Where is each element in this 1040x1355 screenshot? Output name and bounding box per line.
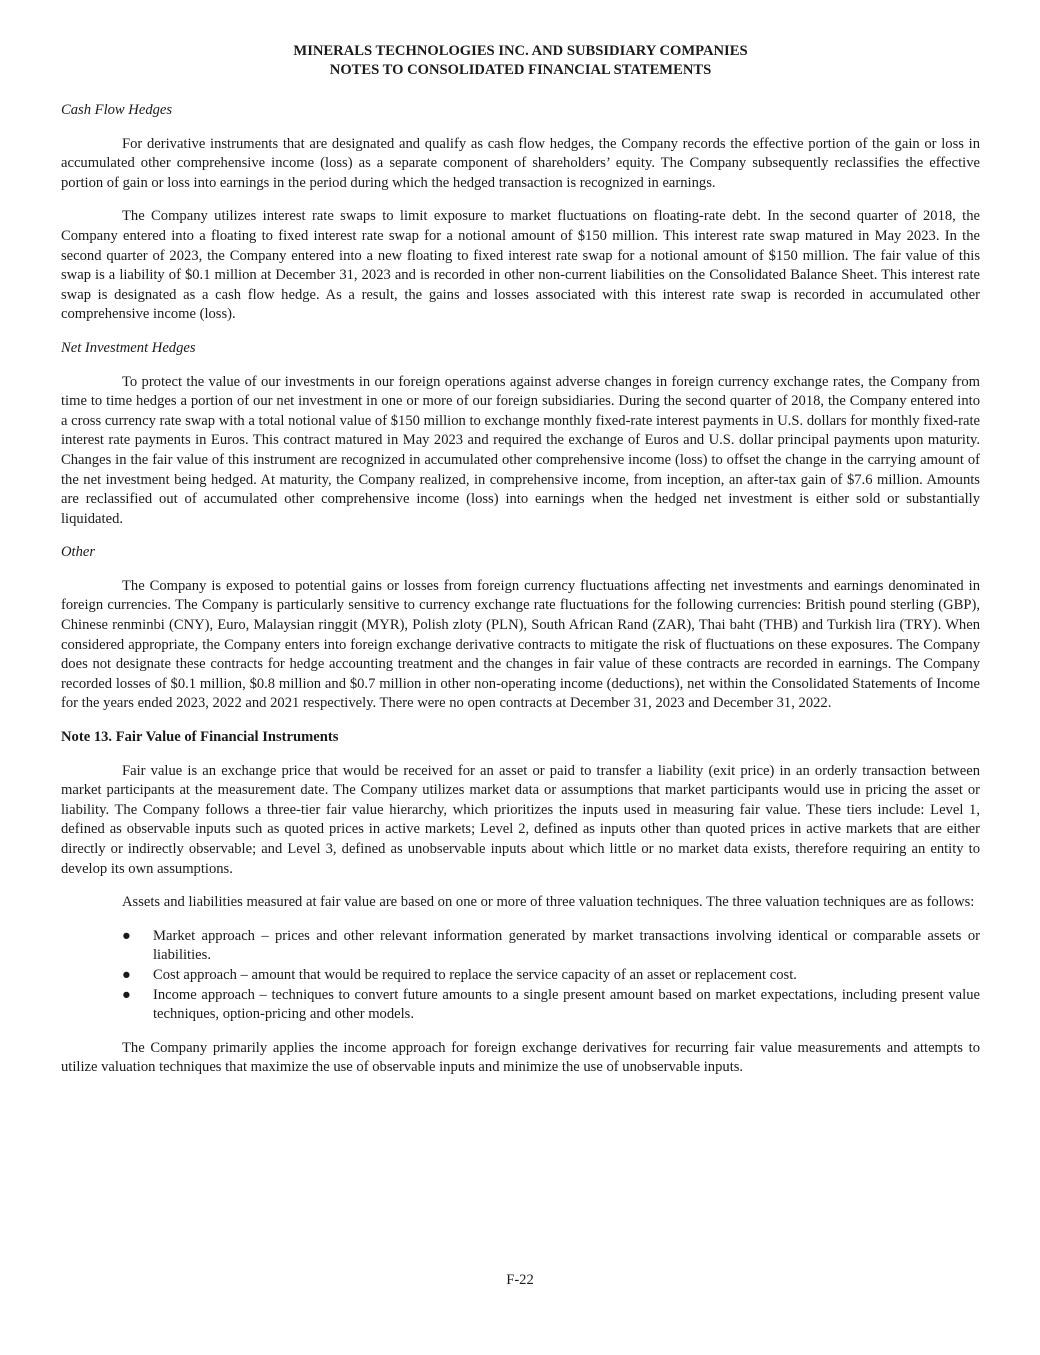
list-item <box>61 927 980 966</box>
list-item-text: Market approach – prices and other relevant information generated by market transactions involving identical or comparable assets or liabilities. <box>153 927 980 964</box>
other-paragraph: The Company is exposed to potential gains or losses from foreign currency fluctuations affecting net investments and earnings denominated in foreign currencies. The Company is particularly sensitive to currency exchange rate fluctuations for the following currencies: British pound sterling (GBP), Chinese renminbi (CNY), Euro, Malaysian ringgit (MYR), Polish zloty (PLN), South African Rand (ZAR), Thai baht (THB) and Turkish lira (TRY). When considered appropriate, the Company enters into foreign exchange derivative contracts to mitigate the risk of fluctuations on these exposures. The Company does not designate these contracts for hedge accounting treatment and the changes in fair value of these contracts are recorded in earnings. The Company recorded losses of $0.1 million, $0.8 million and $0.7 million in other non-operating income (deductions), net within the Consolidated Statements of Income for the years ended 2023, 2022 and 2021 respectively. There were no open contracts at December 31, 2023 and December 31, 2022. <box>61 577 980 712</box>
section-title-other: Other <box>61 544 96 561</box>
document-header <box>61 42 980 80</box>
section-title-net-investment-hedges: Net Investment Hedges <box>61 339 196 356</box>
note-13-title: Note 13. Fair Value of Financial Instruments <box>61 729 339 746</box>
document-subtitle: NOTES TO CONSOLIDATED FINANCIAL STATEMENTS <box>329 62 712 78</box>
bullet-icon: ● <box>122 966 131 983</box>
company-name: MINERALS TECHNOLOGIES INC. AND SUBSIDIARY COMPANIES <box>293 43 748 59</box>
note-13-paragraph-3: The Company primarily applies the income approach for foreign exchange derivatives for recurring fair value measurements and attempts to utilize valuation techniques that maximize the use of observable inputs and minimize the use of unobservable inputs. <box>61 1039 980 1076</box>
note-13-paragraph-1: Fair value is an exchange price that would be received for an asset or paid to transfer a liability (exit price) in an orderly transaction between market participants at the measurement date. The Company utilizes market data or assumptions that market participants would use in pricing the asset or liability. The Company follows a three-tier fair value hierarchy, which prioritizes the inputs used in measuring fair value. These tiers include: Level 1, defined as observable inputs such as quoted prices in active markets; Level 2, defined as inputs other than quoted prices in active markets that are either directly or indirectly observable; and Level 3, defined as unobservable inputs about which little or no market data exists, therefore requiring an entity to develop its own assumptions. <box>61 762 980 877</box>
valuation-techniques-list <box>61 927 980 1025</box>
net-investment-paragraph: To protect the value of our investments in our foreign operations against adverse changes in foreign currency exchange rates, the Company from time to time hedges a portion of our net investment in one or more of our foreign subsidiaries. During the second quarter of 2018, the Company entered into a cross currency rate swap with a total notional value of $150 million to exchange monthly fixed-rate interest payments in U.S. dollars for monthly fixed-rate interest rate payments in Euros. This contract matured in May 2023 and required the exchange of Euros and U.S. dollar principal payments upon maturity. Changes in the fair value of this instrument are recognized in accumulated other comprehensive income (loss) to offset the change in the carrying amount of the net investment being hedged. At maturity, the Company realized, in comprehensive income, from inception, an after-tax gain of $7.6 million. Amounts are reclassified out of accumulated other comprehensive income (loss) into earnings when the hedged net investment is either sold or substantially liquidated. <box>61 373 980 527</box>
cash-flow-paragraph-1: For derivative instruments that are designated and qualify as cash flow hedges, the Company records the effective portion of the gain or loss in accumulated other comprehensive income (loss) as a separate component of shareholders’ equity. The Company subsequently reclassifies the effective portion of gain or loss into earnings in the period during which the hedged transaction is recognized in earnings. <box>61 135 980 191</box>
list-item-text: Income approach – techniques to convert future amounts to a single present amount based on market expectations, including present value techniques, option-pricing and other models. <box>153 986 980 1023</box>
section-title-cash-flow-hedges: Cash Flow Hedges <box>61 102 173 118</box>
list-item <box>61 986 980 1025</box>
page-number: F-22 <box>506 1272 534 1288</box>
cash-flow-paragraph-2: The Company utilizes interest rate swaps to limit exposure to market fluctuations on floating-rate debt. In the second quarter of 2018, the Company entered into a floating to fixed interest rate swap for a notional amount of $150 million. This interest rate swap matured in May 2023. In the second quarter of 2023, the Company entered into a new floating to fixed interest rate swap for a notional amount of $150 million. The fair value of this swap is a liability of $0.1 million at December 31, 2023 and is recorded in other non-current liabilities on the Consolidated Balance Sheet. This interest rate swap is designated as a cash flow hedge. As a result, the gains and losses associated with this interest rate swap is recorded in accumulated other comprehensive income (loss). <box>61 208 980 323</box>
bullet-icon: ● <box>122 927 131 944</box>
bullet-icon: ● <box>122 986 131 1003</box>
list-item-text: Cost approach – amount that would be required to replace the service capacity of an asset or replacement cost. <box>153 966 797 983</box>
document-page <box>61 42 980 1078</box>
note-13-paragraph-2: Assets and liabilities measured at fair value are based on one or more of three valuation techniques. The three valuation techniques are as follows: <box>122 894 975 911</box>
list-item <box>61 966 980 986</box>
